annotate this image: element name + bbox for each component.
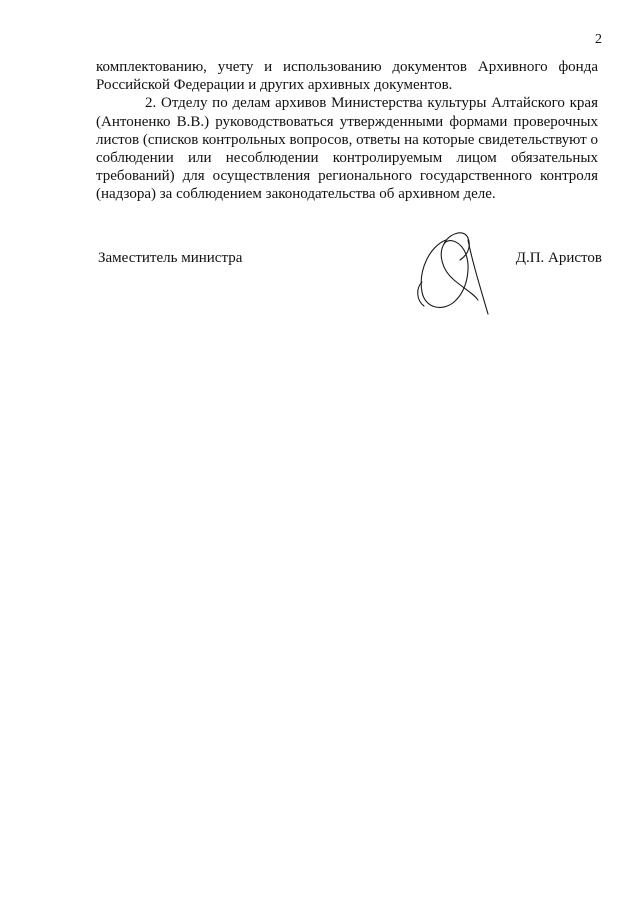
- paragraph-item-2: 2. Отделу по делам архивов Министерства культуры Алтайского края (Антоненко В.В.) руководствоваться утвержденными формами проверочных листов (списков контрольных вопросов, ответы на которые свидетельствуют о соблюдении или несоблюдении контролируемым лицом обязательных требований) для осуществления регионального государственного контроля (надзора) за соблюдением законодательства об архивном деле.: [96, 95, 598, 203]
- signer-title: Заместитель министра: [98, 250, 243, 266]
- signature-block: [96, 230, 602, 320]
- handwritten-signature-icon: [408, 230, 498, 320]
- paragraph-continuation: комплектованию, учету и использованию документов Архивного фонда Российской Федерации и других архивных документов.: [96, 59, 598, 94]
- signer-name: Д.П. Аристов: [515, 250, 602, 266]
- document-body: [96, 58, 598, 204]
- page-number: 2: [595, 32, 602, 47]
